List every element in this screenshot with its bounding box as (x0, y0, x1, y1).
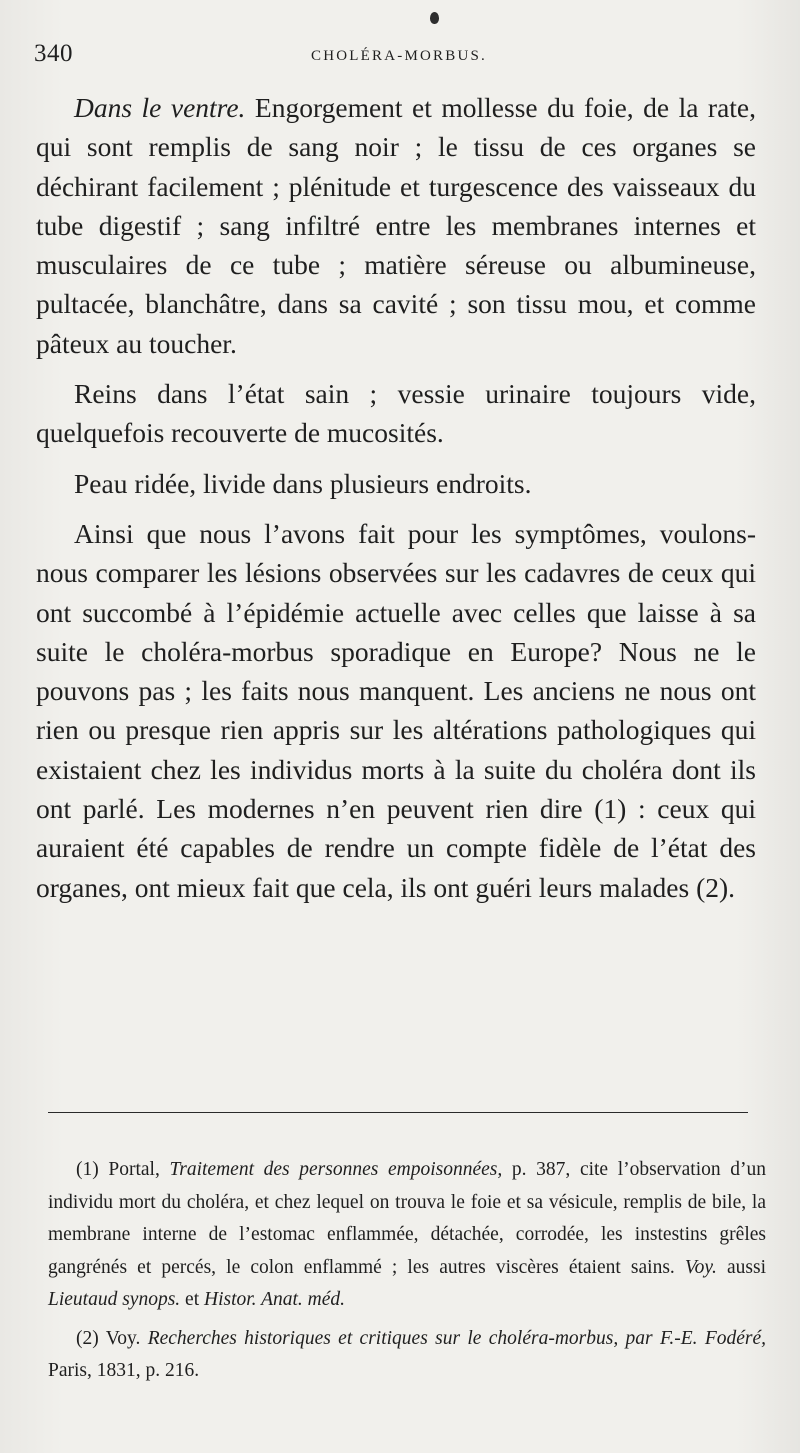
paragraph-lead: Dans le ventre. (74, 92, 246, 123)
footnote-1-voy: Voy. (674, 1256, 717, 1278)
footnote-2-text: Paris, 1831, p. 216. (48, 1360, 200, 1381)
footnote-1-ref2: Histor. Anat. méd. (199, 1289, 346, 1310)
ink-blot (430, 12, 439, 24)
footnote-1-ref1: Lieutaud synops. (48, 1289, 181, 1310)
footnote-1-et: et (180, 1289, 200, 1310)
main-text (36, 88, 756, 907)
paragraph-peau: Peau ridée, livide dans plusieurs endroits. (74, 467, 532, 499)
page-number: 340 (34, 40, 73, 67)
footnote-rule (48, 1112, 748, 1113)
footnote-1-title: Traitement des personnes empoisonnées, (159, 1159, 503, 1180)
footnote-2 (48, 1323, 766, 1388)
footnote-1-text: p. 387, cite l’observation d’un individu mort du choléra, et chez lequel on trouva le foie et sa vésicule, remplis de bile, la membrane interne de l’estomac enflammée, détachée, corrodée, les instestins grêles gangrénés et percés, le colon enflammé ; les autres viscères étaient sains. (48, 1159, 767, 1278)
paragraph-symptomes: Ainsi que nous l’avons fait pour les symptômes, voulons-nous comparer les lésions observées sur les cadavres de ceux qui ont succombé à l’épidémie actuelle avec celles que laisse à sa suite le choléra-morbus sporadique en Europe? Nous ne le pouvons pas ; les faits nous manquent. Les anciens ne nous ont rien ou presque rien appris sur les altérations pathologiques qui existaient chez les individus morts à la suite du choléra dont ils ont parlé. Les modernes n’en peuvent rien dire (1) : ceux qui auraient été capables de rendre un compte fidèle de l’état des organes, ont mieux fait que cela, ils ont guéri leurs malades (2). (36, 517, 756, 903)
page-header (34, 40, 764, 74)
paragraph-reins: Reins dans l’état sain ; vessie urinaire toujours vide, quelquefois recouverte de mucosités. (36, 378, 756, 449)
running-head: CHOLÉRA-MORBUS. (311, 48, 487, 64)
footnote-1-aussi: aussi (716, 1256, 766, 1278)
footnote-1 (48, 1154, 766, 1317)
footnotes (48, 1154, 766, 1388)
paragraph-text: Engorgement et mollesse du foie, de la rate, qui sont remplis de sang noir ; le tissu de ces organes se déchirant facilement ; plénitude et turgescence des vaisseaux du tube digestif ; sang infiltré entre les membranes internes et musculaires de ce tube ; matière séreuse ou albumineuse, pultacée, blanchâtre, dans sa cavité ; son tissu mou, et comme pâteux au toucher. (36, 92, 756, 359)
paragraph-ventre (36, 88, 756, 363)
footnote-2-mark: (2) Voy. (76, 1327, 141, 1349)
footnote-1-mark: (1) Portal, (76, 1159, 160, 1180)
footnote-2-title: Recherches historiques et critiques sur le choléra-morbus, par F.-E. Fodéré, (140, 1327, 766, 1349)
